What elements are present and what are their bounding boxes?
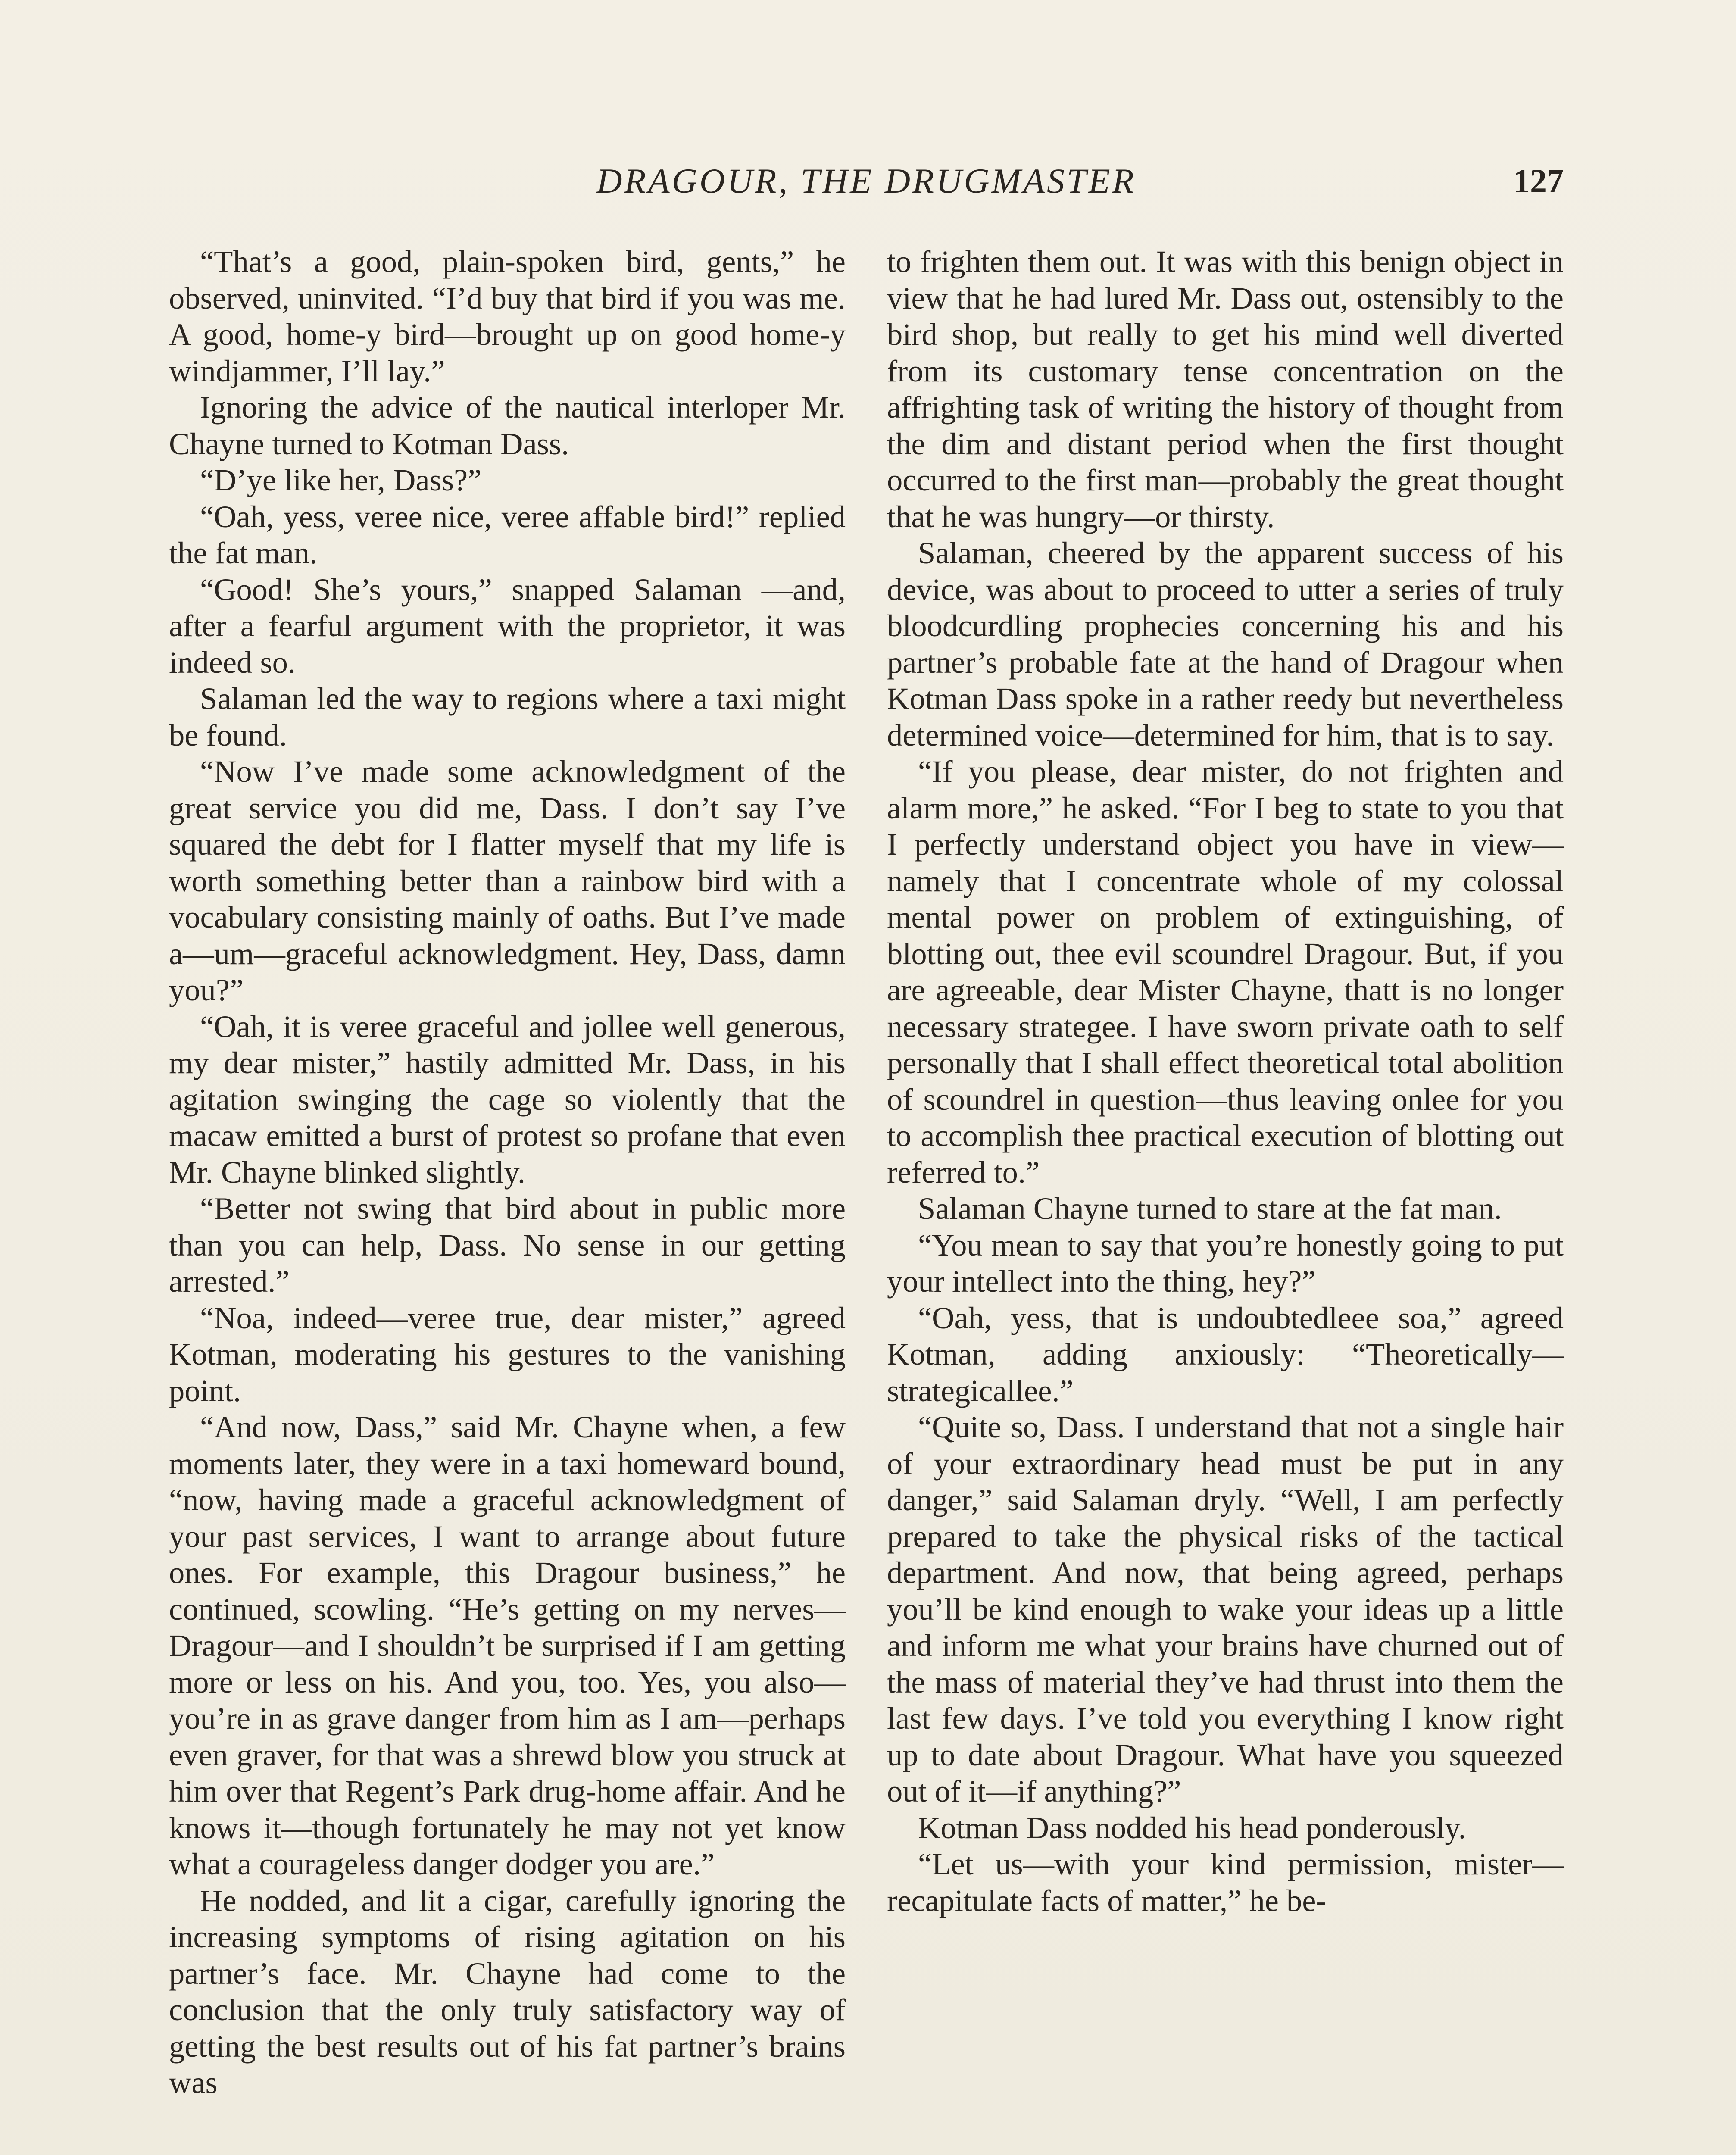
paragraph: “Oah, it is veree graceful and jollee well generous, my dear mister,” hastily admitted Mr. Dass, in his agitation swinging the cage so violently that the macaw emitted a burst of protest so profane that even Mr. Chayne blinked slightly. bbox=[169, 1009, 846, 1190]
paragraph: “And now, Dass,” said Mr. Chayne when, a few moments later, they were in a taxi homeward bound, “now, having made a graceful acknowledgment of your past services, I want to arrange about future ones. For example, this Dragour business,” he continued, scowling. “He’s getting on my nerves—Dragour—and I shouldn’t be surprised if I am getting more or less on his. And you, too. Yes, you also—you’re in as grave danger from him as I am—perhaps even graver, for that was a shrewd blow you struck at him over that Regent’s Park drug-home affair. And he knows it—though fortunately he may not yet know what a courageless danger dodger you are.” bbox=[169, 1409, 846, 1881]
paragraph: “Better not swing that bird about in public more than you can help, Dass. No sense in our getting arrested.” bbox=[169, 1191, 846, 1299]
paragraph: Ignoring the advice of the nautical interloper Mr. Chayne turned to Kotman Dass. bbox=[169, 390, 846, 461]
paragraph: “Let us—with your kind permission, mister—recapitulate facts of matter,” he be- bbox=[887, 1846, 1564, 1918]
paragraph: “Oah, yess, that is undoubtedleee soa,” agreed Kotman, adding anxiously: “Theoretically—strategicallee.” bbox=[887, 1300, 1564, 1408]
running-title: DRAGOUR, THE DRUGMASTER bbox=[596, 161, 1136, 200]
paragraph-continued: to frighten them out. It was with this benign object in view that he had lured Mr. Dass out, ostensibly to the bird shop, but really to get his mind well diverted from its customary tense concentration on the affrighting task of writing the history of thought from the dim and distant period when the first thought occurred to the first man—probably the great thought that he was hungry—or thirsty. bbox=[887, 244, 1564, 534]
page-number: 127 bbox=[1513, 162, 1564, 200]
paragraph: “Noa, indeed—veree true, dear mister,” agreed Kotman, moderating his gestures to the vanishing point. bbox=[169, 1300, 846, 1408]
paragraph: Salaman led the way to regions where a taxi might be found. bbox=[169, 681, 846, 753]
paragraph: “Oah, yess, veree nice, veree affable bird!” replied the fat man. bbox=[169, 499, 846, 570]
paragraph: “That’s a good, plain-spoken bird, gents,” he observed, uninvited. “I’d buy that bird if you was me. A good, home-y bird—brought up on good home-y windjammer, I’ll lay.” bbox=[169, 244, 846, 388]
paragraph: Kotman Dass nodded his head ponderously. bbox=[918, 1810, 1466, 1845]
paragraph: Salaman, cheered by the apparent success of his device, was about to proceed to utter a series of truly bloodcurdling prophecies concerning his and his partner’s probable fate at the hand of Dragour when Kotman Dass spoke in a rather reedy but nevertheless determined voice—determined for him, that is to say. bbox=[887, 535, 1564, 753]
paragraph: “If you please, dear mister, do not frighten and alarm more,” he asked. “For I beg to state to you that I perfectly understand object you have in view—namely that I concentrate whole of my colossal mental power on problem of extinguishing, of blotting out, thee evil scoundrel Dragour. But, if you are agreeable, dear Mister Chayne, thatt is no longer necessary strategee. I have sworn private oath to self personally that I shall effect theoretical total abolition of scoundrel in question—thus leaving onlee for you to accomplish thee practical execution of blotting out referred to.” bbox=[887, 754, 1564, 1190]
paragraph: “Now I’ve made some acknowledgment of the great service you did me, Dass. I don’t say I’ve squared the debt for I flatter myself that my life is worth something better than a rainbow bird with a vocabulary consisting mainly of oaths. But I’ve made a—um—graceful acknowledgment. Hey, Dass, damn you?” bbox=[169, 754, 846, 1007]
paragraph: He nodded, and lit a cigar, carefully ignoring the increasing symptoms of rising agitation on his partner’s face. Mr. Chayne had come to the conclusion that the only truly satisfactory way of getting the best results out of his fat partner’s brains was bbox=[169, 1883, 846, 2100]
paragraph: “You mean to say that you’re honestly going to put your intellect into the thing, hey?” bbox=[887, 1227, 1564, 1299]
paragraph: “D’ye like her, Dass?” bbox=[200, 462, 482, 497]
left-column bbox=[169, 244, 846, 2101]
right-column bbox=[887, 244, 1564, 1919]
paragraph: Salaman Chayne turned to stare at the fat man. bbox=[918, 1191, 1502, 1226]
paragraph: “Good! She’s yours,” snapped Salaman —and, after a fearful argument with the proprietor, it was indeed so. bbox=[169, 572, 846, 680]
page-header bbox=[169, 157, 1564, 205]
paragraph: “Quite so, Dass. I understand that not a single hair of your extraordinary head must be put in any danger,” said Salaman dryly. “Well, I am perfectly prepared to take the physical risks of the tactical department. And now, that being agreed, perhaps you’ll be kind enough to wake your ideas up a little and inform me what your brains have churned out of the mass of material they’ve had thrust into them the last few days. I’ve told you everything I know right up to date about Dragour. What have you squeezed out of it—if anything?” bbox=[887, 1409, 1564, 1808]
